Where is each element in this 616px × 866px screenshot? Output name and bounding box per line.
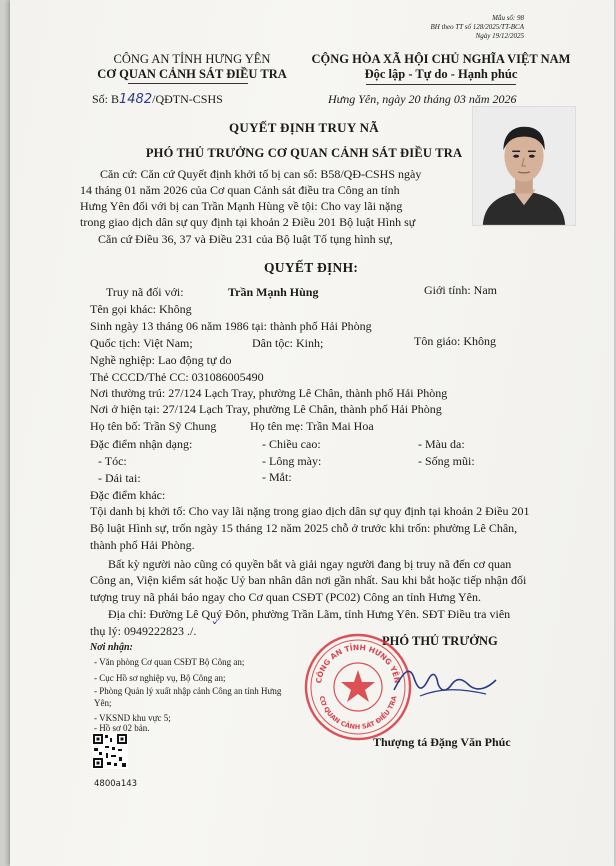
- form-code-line: Ngày 19/12/2025: [475, 32, 524, 40]
- height: - Chiều cao:: [262, 437, 321, 451]
- gender: Giới tính: Nam: [424, 283, 498, 297]
- permanent-address: Nơi thường trú: 27/124 Lạch Tray, phường Lê Chân, thành phố Hải Phòng: [90, 386, 448, 400]
- barcode-number: 4800a143: [94, 779, 138, 789]
- appeal-line: Bất kỳ người nào cũng có quyền bắt và giải ngay người đang bị truy nã đến cơ quan: [108, 557, 512, 571]
- crime-line: thành phố Hải Phòng.: [90, 538, 195, 552]
- recipient-item: - VKSND khu vực 5;: [94, 713, 171, 723]
- place-date: Hưng Yên, ngày 20 tháng 03 năm 2026: [328, 92, 517, 106]
- signature-icon: [390, 650, 500, 710]
- national-motto: [296, 52, 586, 82]
- legal-basis: [80, 166, 480, 230]
- earlobes: - Dái tai:: [98, 471, 141, 485]
- phone-line: thụ lý: 0949222823 ./.: [90, 624, 197, 638]
- address-line: Địa chỉ: Đường Lê Quý Đôn, phường Trần Lãm, tỉnh Hưng Yên. SĐT Điều tra viên: [108, 607, 511, 621]
- svg-text:CƠ QUAN CẢNH SÁT ĐIỀU TRA: CƠ QUAN CẢNH SÁT ĐIỀU TRA: [317, 695, 399, 732]
- authority-line-2: CƠ QUAN CẢNH SÁT ĐIỀU TRA: [97, 67, 287, 81]
- document-page: [10, 0, 614, 866]
- authority-title: PHÓ THỦ TRƯỞNG CƠ QUAN CẢNH SÁT ĐIỀU TRA: [145, 146, 463, 160]
- occupation: Nghề nghiệp: Lao động tự do: [90, 353, 232, 367]
- id-card-number: Thẻ CCCD/Thẻ CC: 031086005490: [90, 370, 264, 384]
- signer-title: PHÓ THỦ TRƯỞNG: [382, 634, 498, 648]
- motto: Độc lập - Tự do - Hạnh phúc: [364, 67, 518, 81]
- basis-line: 14 tháng 01 năm 2026 của Cơ quan Cảnh sát điều tra Công an tỉnh: [80, 183, 400, 197]
- doc-no-handwritten: 1482: [119, 92, 153, 107]
- document-title: QUYẾT ĐỊNH TRUY NÃ: [229, 120, 379, 135]
- recipient-item: - Cục Hồ sơ nghiệp vụ, Bộ Công an;: [94, 673, 226, 683]
- appeal-line: Công an, Viện kiểm sát hoặc Uỷ ban nhân dân nơi gần nhất. Sau khi bắt hoặc tiếp nhận đối: [90, 573, 527, 587]
- other-features: Đặc điểm khác:: [90, 488, 166, 502]
- decision-heading: QUYẾT ĐỊNH:: [264, 260, 359, 275]
- country-name: CỘNG HÒA XÃ HỘI CHỦ NGHĨA VIỆT NAM: [311, 52, 571, 66]
- authority-line-1: CÔNG AN TỈNH HƯNG YÊN: [113, 52, 271, 66]
- suspect-photo: [472, 106, 576, 226]
- nationality: Quốc tịch: Việt Nam;: [90, 336, 193, 350]
- legal-basis-2: Căn cứ Điều 36, 37 và Điều 231 của Bộ luật Tố tụng hình sự,: [98, 232, 393, 246]
- recipient-item: - Phòng Quản lý xuất nhập cảnh Công an tỉnh Hưng: [94, 686, 282, 696]
- father-name: Họ tên bố: Trần Sỹ Chung: [90, 419, 217, 433]
- recipients: [90, 642, 133, 653]
- recipients-title: Nơi nhận:: [90, 642, 133, 653]
- alias: Tên gọi khác: Không: [90, 302, 192, 316]
- form-code-line: Mẫu số: 98: [492, 14, 524, 22]
- qr-code: [92, 733, 128, 769]
- suspect-name: Trần Mạnh Hùng: [228, 285, 319, 299]
- eyebrows: - Lông mày:: [262, 454, 322, 468]
- crime-line: Tội danh bị khởi tố: Cho vay lãi nặng trong giao dịch dân sự quy định tại khoản 2 Điều 201: [90, 504, 530, 518]
- current-address: Nơi ở hiện tại: 27/124 Lạch Tray, phường Lê Chân, thành phố Hải Phòng: [90, 402, 442, 416]
- skin-color: - Màu da:: [418, 437, 465, 451]
- recipient-item: Yên;: [94, 698, 112, 708]
- doc-no-prefix: Số: B: [92, 92, 120, 106]
- basis-text: Căn cứ: Căn cứ Quyết định khởi tố bị can số: B58/QĐ-CSHS ngày: [100, 167, 422, 181]
- divider: [128, 83, 248, 84]
- basis-line: trong giao dịch dân sự quy định tại khoản 2 Điều 201 Bộ luật Hình sự: [80, 215, 416, 229]
- document-number: [92, 92, 223, 107]
- handwritten-mark-icon: ˇ: [210, 621, 217, 637]
- svg-text:CÔNG AN TỈNH HƯNG YÊN: CÔNG AN TỈNH HƯNG YÊN: [314, 642, 402, 684]
- form-code-line: BH theo TT số 128/2025/TT-BCA: [430, 23, 524, 31]
- appeal-line: tượng truy nã phải báo ngay cho Cơ quan CSĐT (PC02) Công an tỉnh Hưng Yên.: [90, 590, 481, 604]
- religion: Tôn giáo: Không: [414, 334, 496, 348]
- nose-bridge: - Sống mũi:: [418, 454, 475, 468]
- divider: [366, 84, 516, 85]
- doc-no-suffix: /QĐTN-CSHS: [152, 92, 223, 106]
- wanted-label: Truy nã đối với:: [106, 285, 184, 299]
- signer-name: Thượng tá Đặng Văn Phúc: [373, 735, 511, 749]
- basis-line: [80, 166, 480, 182]
- issuing-authority: [72, 52, 312, 82]
- form-code: [431, 14, 524, 41]
- eyes: - Mắt:: [262, 470, 292, 484]
- ethnicity: Dân tộc: Kinh;: [252, 336, 324, 350]
- identification-features: Đặc điểm nhận dạng:: [90, 437, 193, 451]
- birth-info: Sinh ngày 13 tháng 06 năm 1986 tại: thành phố Hải Phòng: [90, 319, 372, 333]
- recipient-item: - Hồ sơ 02 bản.: [94, 723, 150, 733]
- mother-name: Họ tên mẹ: Trần Mai Hoa: [250, 419, 374, 433]
- hair: - Tóc:: [98, 454, 127, 468]
- crime-line: Bộ luật Hình sự, trốn ngày 15 tháng 12 năm 2025 chỗ ở trước khi trốn: phường Lê Chân,: [90, 521, 518, 535]
- recipient-item: - Văn phòng Cơ quan CSĐT Bộ Công an;: [94, 657, 245, 667]
- basis-line: Hưng Yên đối với bị can Trần Mạnh Hùng về tội: Cho vay lãi nặng: [80, 199, 403, 213]
